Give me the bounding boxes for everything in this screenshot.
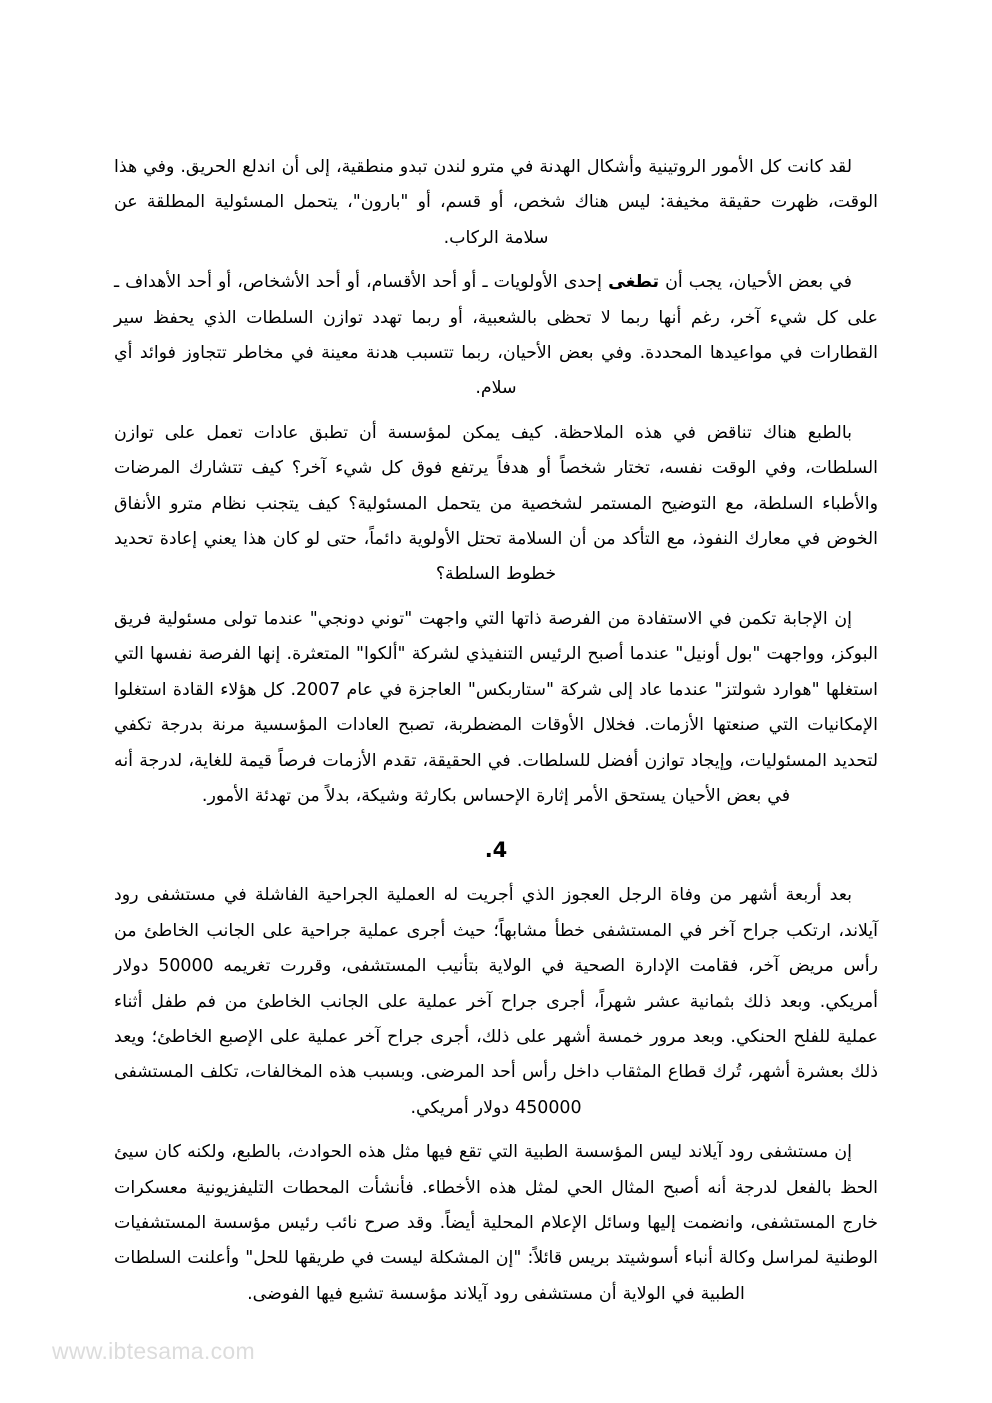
page-content	[114, 150, 878, 1312]
paragraph-6: إن مستشفى رود آيلاند ليس المؤسسة الطبية التي تقع فيها مثل هذه الحوادث، بالطبع، ولكنه كان سيئ الحظ بالفعل لدرجة أنه أصبح المثال الحي لمثل هذه الأخطاء. فأنشأت المحطات التليفزيونية معسكرات خارج المستشفى، وانضمت إليها وسائل الإعلام المحلية أيضاً. وقد صرح نائب رئيس مؤسسة المستشفيات الوطنية لمراسل وكالة أنباء أسوشيتد بريس قائلاً: "إن المشكلة ليست في طريقها للحل" وأعلنت السلطات الطبية في الولاية أن مستشفى رود آيلاند مؤسسة تشيع فيها الفوضى.	[114, 1142, 878, 1304]
paragraph-3: بالطبع هناك تناقض في هذه الملاحظة. كيف يمكن لمؤسسة أن تطبق عادات تعمل على توازن السلطات، وفي الوقت نفسه، تختار شخصاً أو هدفاً يرتفع فوق كل شيء آخر؟ كيف تتشارك المرضات والأطباء السلطة، مع التوضيح المستمر لشخصية من يتحمل المسئولية؟ كيف يتجنب نظام مترو الأنفاق الخوض في معارك النفوذ، مع التأكد من أن السلامة تحتل الأولوية دائماً، حتى لو كان هذا يعني إعادة تحديد خطوط السلطة؟	[114, 422, 878, 585]
paragraph-2-lead: في بعض الأحيان، يجب أن	[659, 272, 852, 293]
paragraph-2-tail: إحدى الأولويات ـ أو أحد الأقسام، أو أحد الأشخاص، أو أحد الأهداف ـ على كل شيء آخر، رغم أنها ربما لا تحظى بالشعبية، أو ربما تهدد توازن السلطات الذي يحفظ سير القطارات في مواعيدها المحددة. وفي بعض الأحيان، ربما تتسبب هدنة معينة في مخاطر تتجاوز فوائد أي سلام.	[114, 272, 878, 399]
site-watermark: www.ibtesama.com	[52, 1338, 255, 1364]
paragraph-2	[114, 265, 878, 407]
paragraph-2-emphasis: تطغى	[608, 272, 659, 293]
section-heading: .4	[484, 838, 508, 863]
paragraph-4: إن الإجابة تكمن في الاستفادة من الفرصة ذاتها التي واجهت "توني دونجي" عندما تولى مسئولية فريق البوكز، وواجهت "بول أونيل" عندما أصبح الرئيس التنفيذي لشركة "ألكوا" المتعثرة. إنها الفرصة نفسها التي استغلها "هوارد شولتز" عندما عاد إلى شركة "ستاربكس" العاجزة في عام 2007. كل هؤلاء القادة استغلوا الإمكانيات التي صنعتها الأزمات. فخلال الأوقات المضطربة، تصبح العادات المؤسسية مرنة بدرجة تكفي لتحديد المسئوليات، وإيجاد توازن أفضل للسلطات. في الحقيقة، تقدم الأزمات فرصاً قيمة للغاية، لدرجة أنه في بعض الأحيان يستحق الأمر إثارة الإحساس بكارثة وشيكة، بدلاً من تهدئة الأمور.	[114, 608, 878, 806]
paragraph-1: لقد كانت كل الأمور الروتينية وأشكال الهدنة في مترو لندن تبدو منطقية، إلى أن اندلع الحريق. وفي هذا الوقت، ظهرت حقيقة مخيفة: ليس هناك شخص، أو قسم، أو "بارون"، يتحمل المسئولية المطلقة عن سلامة الركاب.	[114, 157, 878, 248]
paragraph-5: بعد أربعة أشهر من وفاة الرجل العجوز الذي أجريت له العملية الجراحية الفاشلة في مستشفى رود آيلاند، ارتكب جراح آخر في المستشفى خطأ مشابهاً؛ حيث أجرى عملية جراحية على الجانب الخاطئ من رأس مريض آخر، فقامت الإدارة الصحية في الولاية بتأنيب المستشفى، وقررت تغريمه 50000 دولار أمريكي. وبعد ذلك بثمانية عشر شهراً، أجرى جراح آخر عملية على الجانب الخاطئ من فم طفل أثناء عملية للفلح الحنكي. وبعد مرور خمسة أشهر على ذلك، أجرى جراح آخر عملية على الإصبع الخاطئ؛ ويعد ذلك بعشرة أشهر، تُرك قطاع المثقاب داخل رأس أحد المرضى. وبسبب هذه المخالفات، تكلف المستشفى 450000 دولار أمريكي.	[114, 885, 878, 1118]
